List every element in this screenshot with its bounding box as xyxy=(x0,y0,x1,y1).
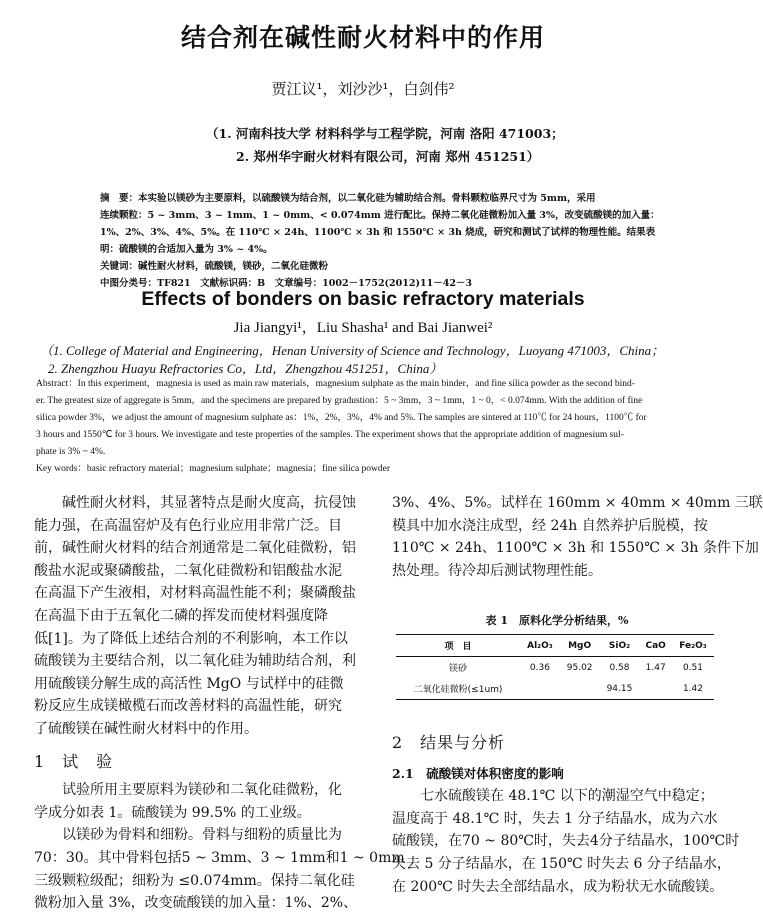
chemical-analysis-table xyxy=(396,634,714,700)
abstract-en-line: Abstract：In this experiment，magnesia is used as main raw materials，magnesium sulphate as the main binder，and fine silica powder as the second bind- xyxy=(36,379,635,389)
body-line: 七水硫酸镁在 48.1℃ 以下的潮湿空气中稳定； xyxy=(392,788,714,805)
body-line: 模具中加水浇注成型，经 24h 自然养护后脱模，按 xyxy=(392,517,708,534)
body-line: 硫酸镁为主要结合剂，以二氧化硅为辅助结合剂，利 xyxy=(34,653,356,670)
body-line: 微粉加入量 3%，改变硫酸镁的加入量：1%、2%、 xyxy=(34,895,358,912)
table-header-cell: MgO xyxy=(568,640,592,651)
body-line: 粉反应生成镁橄榄石而改善材料的高温性能，研究 xyxy=(34,698,342,715)
body-line: 三级颗粒级配；细粉为 ≤0.074mm。保持二氧化硅 xyxy=(34,872,355,889)
body-line: 3%、4%、5%。试样在 160mm × 40mm × 40mm 三联 xyxy=(392,495,763,511)
table-cell: 0.58 xyxy=(609,662,630,673)
body-line: 以镁砂为骨料和细粉。骨料与细粉的质量比为 xyxy=(34,827,342,844)
body-line: 70：30。其中骨料包括5 ~ 3mm、3 ~ 1mm和1 ~ 0mm xyxy=(34,849,405,866)
table-cell xyxy=(560,678,600,700)
body-line: 低[1]。为了降低上述结合剂的不利影响，本工作以 xyxy=(34,630,348,647)
body-line: 失去 5 分子结晶水，在 150℃ 时失去 6 分子结晶水， xyxy=(392,855,731,872)
classification-cn: 中图分类号：TF821 文献标识码：B 文章编号：1002－1752(2012)11－42－3 xyxy=(100,278,473,289)
table-cell: 1.47 xyxy=(645,662,666,673)
table-cell: 0.36 xyxy=(529,662,550,673)
authors-cn: 贾江议¹，刘沙沙¹，白剑伟² xyxy=(271,80,455,98)
abstract-cn-line: 摘 要：本实验以镁砂为主要原料，以硫酸镁为结合剂，以二氧化硅为辅助结合剂。骨料颗粒临界尺寸为 5mm，采用 xyxy=(100,193,596,204)
body-line: 了硫酸镁在碱性耐火材料中的作用。 xyxy=(34,720,258,737)
body-line: 温度高于 48.1℃ 时，失去 1 分子结晶水，成为六水 xyxy=(392,810,718,827)
keywords-en: Key words：basic refractory material；magnesium sulphate；magnesia；fine silica powder xyxy=(36,464,391,474)
abstract-cn-line: 明：硫酸镁的合适加入量为 3% ~ 4%。 xyxy=(100,244,273,255)
right-column-bottom xyxy=(392,732,740,898)
table-cell: 1.42 xyxy=(682,683,703,694)
left-column xyxy=(34,492,405,915)
table-cell: 镁砂 xyxy=(449,664,468,674)
abstract-cn-line: 连续颗粒：5 ~ 3mm、3 ~ 1mm、1 ~ 0mm、< 0.074mm 进行配比。保持二氧化硅微粉加入量 3%，改变硫酸镁的加入量： xyxy=(100,210,660,221)
table-header-cell: Al₂O₃ xyxy=(527,640,553,651)
table-header-cell: Fe₂O₃ xyxy=(679,640,707,651)
table-cell: 94.15 xyxy=(606,683,633,694)
abstract-cn-line: 1%、2%、3%、4%、5%。在 110℃ × 24h、1100℃ × 3h 和 1550℃ × 3h 烧成，研究和测试了试样的物理性能。结果表 xyxy=(100,227,656,238)
body-line: 碱性耐火材料，其显著特点是耐火度高，抗侵蚀 xyxy=(34,495,356,511)
body-line: 在 200℃ 时失去全部结晶水，成为粉状无水硫酸镁。 xyxy=(392,878,724,895)
abstract-en-line: silica powder 3%，we adjust the amount of magnesium sulphate as：1%，2%，3%，4% and 5%. The samples are sintered at 110℃ for 24 hours，1100℃ for xyxy=(36,413,647,423)
table-header-cell: CaO xyxy=(645,640,666,651)
abstract-en-line: er. The greatest size of aggregate is 5mm，and the specimens are prepared by gradustion：5 ~ 3mm，3 ~ 1mm，1 ~ 0，< 0.074mm. With the addition of fine xyxy=(36,396,643,406)
body-line: 110℃ × 24h、1100℃ × 3h 和 1550℃ × 3h 条件下加 xyxy=(392,540,759,557)
table-cell: 二氧化硅微粉(≤1um) xyxy=(413,685,503,695)
section-1-heading: 1 试 验 xyxy=(34,751,114,771)
affiliation-cn-1: （1. 河南科技大学 材料科学与工程学院，河南 洛阳 471003； xyxy=(206,126,564,141)
body-line: 用硫酸镁分解生成的高活性 MgO 与试样中的硅微 xyxy=(34,675,344,692)
table-header-cell: SiO₂ xyxy=(608,640,631,651)
table-cell xyxy=(520,678,560,700)
right-column-top xyxy=(392,492,763,582)
abstract-cn xyxy=(100,190,690,292)
keywords-cn: 关键词：碱性耐火材料，硫酸镁，镁砂，二氧化硅微粉 xyxy=(100,261,329,272)
subsection-2-1-heading: 2.1 硫酸镁对体积密度的影响 xyxy=(392,765,564,781)
title-en: Effects of bonders on basic refractory materials xyxy=(141,288,585,310)
abstract-en xyxy=(36,376,720,478)
authors-en: Jia Jiangyi¹，Liu Shasha¹ and Bai Jianwei² xyxy=(233,320,493,336)
body-line: 学成分如表 1。硫酸镁为 99.5% 的工业级。 xyxy=(34,804,311,821)
table-cell: 0.51 xyxy=(682,662,703,673)
table-row xyxy=(396,678,714,700)
abstract-en-line: 3 hours and 1550℃ for 3 hours. We investigate and teste properties of the samples. The experiment shows that the appropriate addition of magnesium sul- xyxy=(36,430,624,440)
table-header-cell: 项 目 xyxy=(444,642,472,652)
table-row xyxy=(396,657,714,679)
body-line: 热处理。待冷却后测试物理性能。 xyxy=(392,562,602,579)
body-line: 试验所用主要原料为镁砂和二氧化硅微粉，化 xyxy=(34,782,342,799)
affiliation-cn-2: 2. 郑州华宇耐火材料有限公司，河南 郑州 451251） xyxy=(236,149,540,164)
table-cell: 95.02 xyxy=(566,662,593,673)
affiliation-en-2: 2. Zhengzhou Huayu Refractories Co，Ltd，Zhengzhou 451251，China） xyxy=(48,361,443,376)
body-line: 酸盐水泥或聚磷酸盐，二氧化硅微粉和铝酸盐水泥 xyxy=(34,562,342,579)
body-line: 硫酸镁，在70 ~ 80℃时，失去4分子结晶水，100℃时 xyxy=(392,833,740,850)
section-2-heading: 2 结果与分析 xyxy=(392,733,506,752)
table-cell xyxy=(639,678,672,700)
table-header-row xyxy=(396,635,714,657)
abstract-en-line: phate is 3% ~ 4%. xyxy=(36,447,106,457)
body-line: 在高温下由于五氧化二磷的挥发而使材料强度降 xyxy=(34,607,328,624)
affiliation-en-1: （1. College of Material and Engineering，Henan University of Science and Technology，Luoyang 471003，China； xyxy=(40,343,665,358)
table-1-title: 表 1 原料化学分析结果，% xyxy=(485,614,629,627)
body-line: 前，碱性耐火材料的结合剂通常是二氧化硅微粉，铝 xyxy=(34,540,356,557)
body-line: 能力强，在高温窑炉及有色行业应用非常广泛。目 xyxy=(34,517,342,534)
body-line: 在高温下产生液相，对材料高温性能不利；聚磷酸盐 xyxy=(34,585,356,602)
title-cn: 结合剂在碱性耐火材料中的作用 xyxy=(180,23,545,52)
